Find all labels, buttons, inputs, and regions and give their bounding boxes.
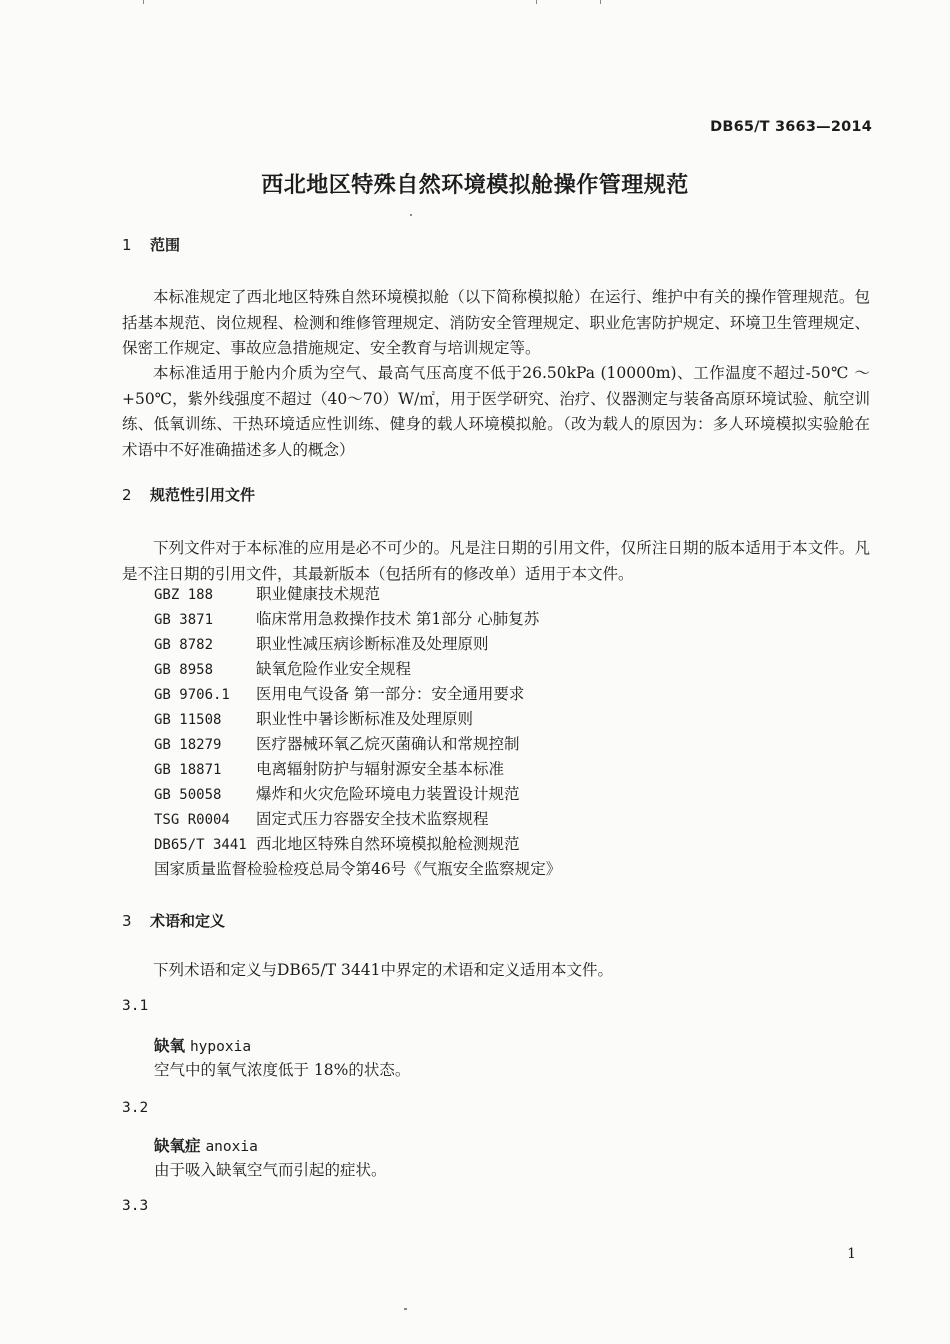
reference-item	[154, 732, 561, 757]
section-heading-normative-references	[122, 484, 255, 505]
term-chinese: 缺氧症	[154, 1137, 201, 1155]
reference-title: 职业健康技术规范	[256, 585, 381, 603]
reference-title: 国家质量监督检验检疫总局令第46号《气瓶安全监察规定》	[154, 860, 562, 878]
reference-item	[154, 832, 561, 857]
paragraph: 下列术语和定义与DB65/T 3441中界定的术语和定义适用本文件。	[153, 961, 613, 979]
paragraph: 本标准适用于舱内介质为空气、最高气压高度不低于26.50kPa (10000m)、工作温度不超过-50℃ ～ +50℃，紫外线强度不超过（40～70）W/㎡，用于医学研究、治疗、仪器测定与装备高原环境试验、航空训练、低氧训练、干热环境适应性训练、健身的载人环境模拟舱。（改为载人的原因为：多人环境模拟实验舱在术语中不好准确描述多人的概念）	[122, 364, 870, 459]
term-english: anoxia	[205, 1139, 258, 1155]
term-definition: 空气中的氧气浓度低于 18%的状态。	[154, 1061, 411, 1079]
scan-mark	[600, 0, 601, 4]
section-number: 1	[122, 236, 132, 254]
reference-title: 西北地区特殊自然环境模拟舱检测规范	[256, 835, 520, 853]
section-title: 范围	[150, 236, 181, 254]
reference-title: 电离辐射防护与辐射源安全基本标准	[256, 760, 505, 778]
reference-item	[154, 857, 561, 882]
reference-code: DB65/T 3441	[154, 837, 247, 853]
term-english: hypoxia	[189, 1039, 252, 1055]
section-number: 2	[122, 486, 132, 504]
reference-title: 职业性中暑诊断标准及处理原则	[256, 710, 474, 728]
paragraph: 本标准规定了西北地区特殊自然环境模拟舱（以下简称模拟舱）在运行、维护中有关的操作管理规范。包括基本规范、岗位规程、检测和维修管理规定、消防安全管理规定、职业危害防护规定、环境卫生管理规定、保密工作规定、事故应急措施规定、安全教育与培训规定等。	[122, 288, 870, 358]
reference-code: GB 18279	[154, 737, 222, 753]
reference-title: 医疗器械环氧乙烷灭菌确认和常规控制	[256, 735, 520, 753]
reference-title: 职业性减压病诊断标准及处理原则	[256, 635, 489, 653]
reference-list	[154, 582, 561, 882]
document-title: 西北地区特殊自然环境模拟舱操作管理规范	[261, 173, 689, 198]
scan-mark	[404, 1308, 407, 1310]
reference-item	[154, 682, 561, 707]
reference-code: GB 18871	[154, 762, 222, 778]
clause-number: 3.3	[122, 1198, 149, 1214]
section-heading-terms	[122, 910, 225, 931]
reference-code: GB 8782	[154, 637, 214, 653]
reference-code: GB 11508	[154, 712, 222, 728]
page-number: 1	[847, 1246, 856, 1262]
scan-mark	[410, 214, 412, 216]
section-heading-scope	[122, 234, 180, 255]
reference-code: GB 9706.1	[154, 687, 230, 703]
reference-item	[154, 582, 561, 607]
reference-code: GB 8958	[154, 662, 214, 678]
term-entry	[154, 1034, 251, 1056]
reference-item	[154, 632, 561, 657]
reference-title: 固定式压力容器安全技术监察规程	[256, 810, 489, 828]
reference-code: GB 3871	[154, 612, 214, 628]
reference-title: 爆炸和火灾危险环境电力装置设计规范	[256, 785, 520, 803]
reference-item	[154, 782, 561, 807]
paragraph: 下列文件对于本标准的应用是必不可少的。凡是注日期的引用文件，仅所注日期的版本适用于本文件。凡是不注日期的引用文件，其最新版本（包括所有的修改单）适用于本文件。	[122, 539, 870, 583]
scan-mark	[536, 0, 537, 4]
term-definition: 由于吸入缺氧空气而引起的症状。	[154, 1161, 387, 1179]
reference-title: 缺氧危险作业安全规程	[256, 660, 412, 678]
reference-code: GBZ 188	[154, 587, 214, 603]
clause-number: 3.2	[122, 1100, 149, 1116]
section-title: 术语和定义	[150, 912, 226, 930]
reference-item	[154, 607, 561, 632]
reference-item	[154, 757, 561, 782]
reference-item	[154, 657, 561, 682]
reference-code: GB 50058	[154, 787, 222, 803]
clause-number: 3.1	[122, 998, 149, 1014]
reference-code: TSG R0004	[154, 812, 230, 828]
scan-mark	[143, 0, 144, 4]
section-title: 规范性引用文件	[150, 486, 256, 504]
reference-item	[154, 707, 561, 732]
document-code: DB65/T 3663—2014	[710, 119, 872, 135]
term-chinese: 缺氧	[154, 1037, 186, 1055]
section-number: 3	[122, 912, 132, 930]
term-entry	[154, 1134, 258, 1156]
reference-title: 医用电气设备 第一部分：安全通用要求	[256, 685, 525, 703]
reference-title: 临床常用急救操作技术 第1部分 心肺复苏	[256, 610, 540, 628]
reference-item	[154, 807, 561, 832]
